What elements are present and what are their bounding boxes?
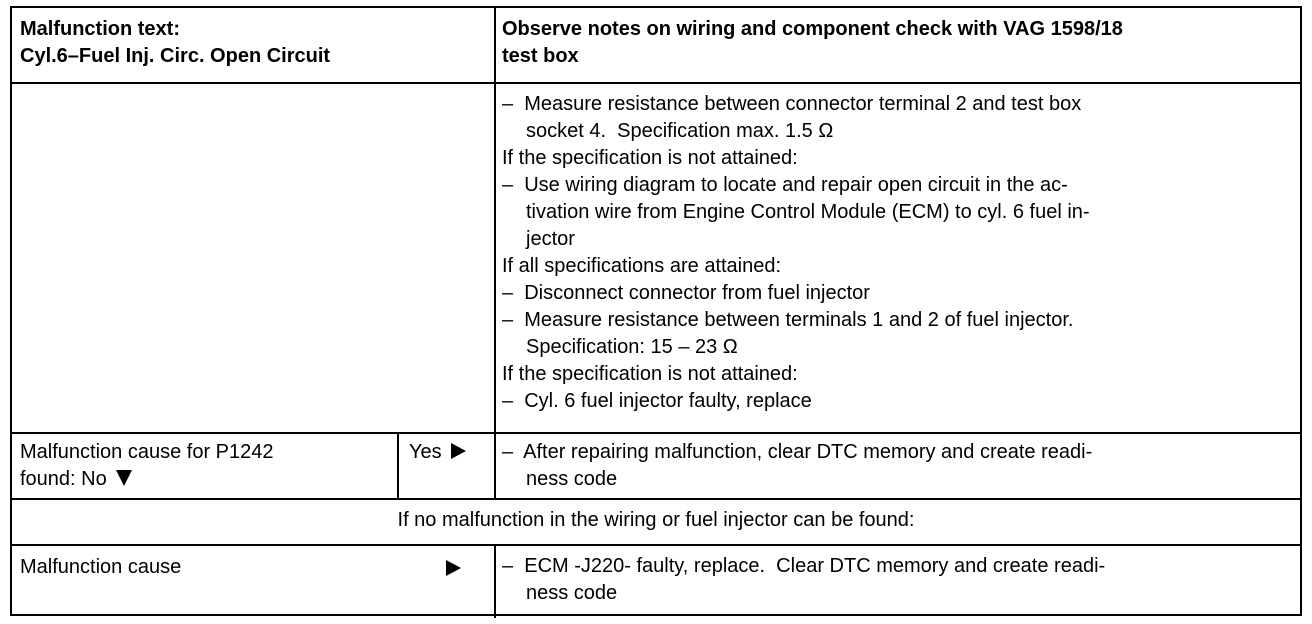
header-divider bbox=[12, 82, 1300, 84]
malfunction-title: Cyl.6–Fuel Inj. Circ. Open Circuit bbox=[20, 45, 331, 67]
yes-column-divider bbox=[397, 432, 399, 498]
malfunction-header bbox=[20, 16, 490, 70]
cause-action-line-2: ness code bbox=[526, 468, 618, 490]
column-divider-top bbox=[494, 8, 496, 432]
triangle-down-icon bbox=[116, 470, 132, 486]
procedure-line: tivation wire from Engine Control Module (ECM) to cyl. 6 fuel in- bbox=[526, 201, 1090, 223]
final-cause-label: Malfunction cause bbox=[20, 556, 182, 578]
column-divider-mid bbox=[494, 432, 496, 498]
procedure-line: – Cyl. 6 fuel injector faulty, replace bbox=[502, 390, 812, 412]
procedure-line: Specification: 15 – 23 Ω bbox=[526, 336, 738, 358]
procedure-line: – Disconnect connector from fuel injector bbox=[502, 282, 870, 304]
procedure-line: If the specification is not attained: bbox=[502, 363, 798, 385]
row-divider-2 bbox=[12, 498, 1300, 500]
yes-label: Yes bbox=[409, 441, 442, 463]
cause-action-line-1: – After repairing malfunction, clear DTC memory and create readi- bbox=[502, 441, 1093, 463]
cause-label-line-1: Malfunction cause for P1242 bbox=[20, 441, 274, 463]
notes-header-line-2: test box bbox=[502, 45, 579, 67]
banner-text: If no malfunction in the wiring or fuel injector can be found: bbox=[397, 509, 915, 531]
notes-header-line-1: Observe notes on wiring and component check with VAG 1598/18 bbox=[502, 18, 1123, 40]
triangle-right-icon bbox=[446, 560, 461, 576]
procedure-line: If all specifications are attained: bbox=[502, 255, 782, 277]
cause-action bbox=[502, 439, 1297, 493]
row-divider-3 bbox=[12, 544, 1300, 546]
malfunction-text-label: Malfunction text: bbox=[20, 18, 180, 40]
yes-cell bbox=[409, 439, 491, 466]
procedure-line: If the specification is not attained: bbox=[502, 147, 798, 169]
procedure-line: – Use wiring diagram to locate and repair open circuit in the ac- bbox=[502, 174, 1068, 196]
procedure-line: socket 4. Specification max. 1.5 Ω bbox=[526, 120, 834, 142]
procedure-line: jector bbox=[526, 228, 575, 250]
triangle-right-icon bbox=[451, 443, 466, 459]
final-cause bbox=[20, 554, 490, 581]
procedure-steps bbox=[502, 91, 1297, 415]
notes-header bbox=[502, 16, 1302, 70]
cause-label-line-2: found: No bbox=[20, 468, 107, 490]
cause-label bbox=[20, 439, 390, 493]
procedure-line: – Measure resistance between connector terminal 2 and test box bbox=[502, 93, 1082, 115]
final-action bbox=[502, 553, 1297, 607]
row-divider-1 bbox=[12, 432, 1300, 434]
final-action-line-2: ness code bbox=[526, 582, 618, 604]
procedure-table bbox=[10, 6, 1302, 616]
final-action-line-1: – ECM -J220- faulty, replace. Clear DTC memory and create readi- bbox=[502, 555, 1106, 577]
column-divider-bottom bbox=[494, 544, 496, 618]
procedure-line: – Measure resistance between terminals 1 and 2 of fuel injector. bbox=[502, 309, 1074, 331]
